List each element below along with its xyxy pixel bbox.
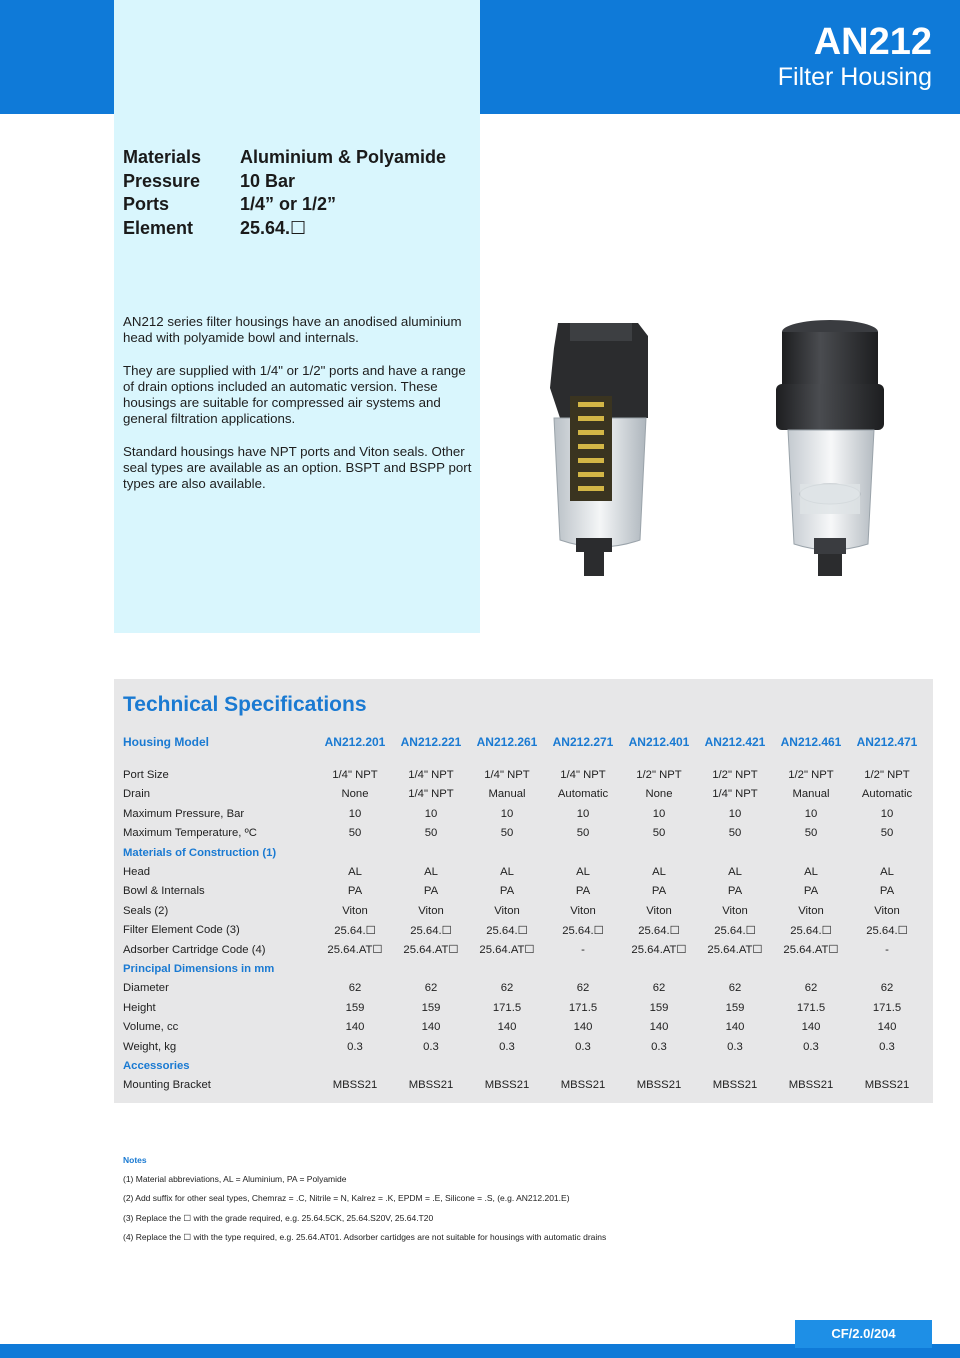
spec-row bbox=[123, 979, 925, 998]
spec-row bbox=[123, 804, 925, 823]
spec-cell: 171.5 bbox=[796, 1001, 826, 1014]
spec-cell: 25.64.AT☐ bbox=[707, 944, 763, 957]
spec-section-label: Principal Dimensions in mm bbox=[123, 962, 275, 975]
key-spec-row bbox=[123, 217, 446, 241]
spec-cell: 50 bbox=[804, 827, 818, 840]
spec-row bbox=[123, 765, 925, 784]
spec-row-label: Seals (2) bbox=[123, 904, 169, 917]
spec-cell: 10 bbox=[652, 807, 666, 820]
document-title bbox=[778, 22, 932, 92]
spec-row-label: Head bbox=[123, 866, 151, 879]
spec-row bbox=[123, 901, 925, 920]
spec-cell: 50 bbox=[348, 827, 362, 840]
spec-cell: 10 bbox=[348, 807, 362, 820]
spec-cell: Viton bbox=[570, 904, 596, 917]
spec-cell: 10 bbox=[728, 807, 742, 820]
spec-cell: 10 bbox=[880, 807, 894, 820]
key-spec-value: 10 Bar bbox=[240, 170, 296, 191]
key-specs bbox=[123, 146, 446, 240]
spec-cell: 171.5 bbox=[872, 1001, 902, 1014]
spec-cell: MBSS21 bbox=[636, 1079, 682, 1092]
spec-cell: 159 bbox=[725, 1001, 745, 1014]
spec-cell: MBSS21 bbox=[788, 1079, 834, 1092]
spec-cell: AL bbox=[348, 866, 362, 879]
spec-row bbox=[123, 824, 925, 843]
spec-cell: 50 bbox=[880, 827, 894, 840]
spec-cell: 25.64.☐ bbox=[714, 924, 756, 937]
spec-cell: 25.64.AT☐ bbox=[327, 944, 383, 957]
spec-row bbox=[123, 862, 925, 881]
spec-row-label: Maximum Temperature, ºC bbox=[123, 827, 257, 840]
model-column-header: AN212.261 bbox=[476, 734, 538, 749]
technical-specifications bbox=[114, 679, 933, 1103]
spec-cell: PA bbox=[499, 885, 515, 898]
key-spec-row bbox=[123, 193, 446, 217]
model-column-header: AN212.201 bbox=[324, 734, 386, 749]
spec-cell: 171.5 bbox=[492, 1001, 522, 1014]
spec-cell: MBSS21 bbox=[332, 1079, 378, 1092]
spec-table bbox=[123, 732, 925, 1095]
description-paragraph: AN212 series filter housings have an anodised aluminium head with polyamide bowl and internals. bbox=[123, 314, 462, 346]
spec-cell: 25.64.☐ bbox=[866, 924, 908, 937]
spec-cell: Viton bbox=[494, 904, 520, 917]
spec-cell: 62 bbox=[500, 982, 514, 995]
spec-cell: Viton bbox=[798, 904, 824, 917]
spec-cell: MBSS21 bbox=[560, 1079, 606, 1092]
spec-cell: 1/4" NPT bbox=[408, 769, 454, 782]
spec-cell: Viton bbox=[722, 904, 748, 917]
spec-row bbox=[123, 785, 925, 804]
key-spec-row bbox=[123, 146, 446, 170]
spec-row bbox=[123, 1017, 925, 1036]
spec-cell: AL bbox=[804, 866, 818, 879]
spec-section-label: Materials of Construction (1) bbox=[123, 846, 277, 859]
model-code: AN212 bbox=[813, 21, 932, 63]
spec-cell: 1/4" NPT bbox=[332, 769, 378, 782]
spec-cell: AL bbox=[576, 866, 590, 879]
notes-title: Notes bbox=[123, 1155, 147, 1165]
spec-cell: 1/2" NPT bbox=[788, 769, 834, 782]
note-line: (1) Material abbreviations, AL = Aluminium, PA = Polyamide bbox=[123, 1174, 347, 1184]
spec-cell: 0.3 bbox=[499, 1040, 515, 1053]
spec-cell: 0.3 bbox=[879, 1040, 895, 1053]
spec-cell: MBSS21 bbox=[864, 1079, 910, 1092]
spec-cell: 0.3 bbox=[651, 1040, 667, 1053]
spec-cell: 0.3 bbox=[803, 1040, 819, 1053]
key-spec-label: Pressure bbox=[123, 170, 201, 191]
spec-row bbox=[123, 940, 925, 959]
spec-cell: - bbox=[885, 943, 889, 956]
spec-cell: PA bbox=[423, 885, 439, 898]
spec-cell: 140 bbox=[877, 1021, 897, 1034]
spec-cell: 10 bbox=[576, 807, 590, 820]
spec-cell: 1/4" NPT bbox=[712, 788, 758, 801]
spec-cell: Viton bbox=[418, 904, 444, 917]
spec-cell: PA bbox=[575, 885, 591, 898]
product-name: Filter Housing bbox=[777, 63, 932, 91]
spec-cell: 50 bbox=[576, 827, 590, 840]
spec-cell: Viton bbox=[874, 904, 900, 917]
note-line: (4) Replace the ☐ with the type required, e.g. 25.64.AT01. Adsorber cartidges are not suitable for housings with automatic drains bbox=[123, 1232, 607, 1243]
model-column-header: AN212.221 bbox=[400, 734, 462, 749]
spec-cell: 10 bbox=[424, 807, 438, 820]
model-column-header: AN212.271 bbox=[552, 734, 614, 749]
spec-cell: 25.64.☐ bbox=[334, 924, 376, 937]
spec-row-label: Mounting Bracket bbox=[123, 1079, 211, 1092]
spec-cell: 25.64.☐ bbox=[638, 924, 680, 937]
key-spec-value: 1/4” or 1/2” bbox=[240, 194, 337, 214]
spec-cell: 25.64.☐ bbox=[486, 924, 528, 937]
spec-cell: 62 bbox=[348, 982, 362, 995]
spec-cell: AL bbox=[880, 866, 894, 879]
spec-cell: 0.3 bbox=[575, 1040, 591, 1053]
spec-row bbox=[123, 1037, 925, 1056]
spec-cell: 25.64.AT☐ bbox=[631, 944, 687, 957]
spec-cell: 25.64.☐ bbox=[562, 924, 604, 937]
spec-cell: MBSS21 bbox=[712, 1079, 758, 1092]
spec-cell: 0.3 bbox=[423, 1040, 439, 1053]
model-column-header: AN212.461 bbox=[780, 734, 842, 749]
spec-cell: - bbox=[581, 943, 585, 956]
key-spec-label: Ports bbox=[123, 194, 170, 214]
spec-cell: 62 bbox=[424, 982, 438, 995]
spec-cell: Automatic bbox=[861, 788, 913, 801]
spec-cell: None bbox=[645, 788, 673, 801]
spec-row-label: Port Size bbox=[123, 769, 169, 782]
spec-cell: 1/4" NPT bbox=[408, 788, 454, 801]
spec-row-label: Filter Element Code (3) bbox=[123, 924, 240, 937]
filter-housing-image bbox=[770, 318, 890, 594]
spec-cell: 140 bbox=[801, 1021, 821, 1034]
spec-cell: 159 bbox=[421, 1001, 441, 1014]
model-column-header: AN212.401 bbox=[628, 734, 690, 749]
spec-cell: 25.64.☐ bbox=[410, 924, 452, 937]
spec-cell: MBSS21 bbox=[408, 1079, 454, 1092]
spec-row-label: Height bbox=[123, 1001, 156, 1014]
spec-cell: PA bbox=[803, 885, 819, 898]
spec-cell: PA bbox=[651, 885, 667, 898]
spec-cell: 0.3 bbox=[727, 1040, 743, 1053]
cutaway-filter-image bbox=[540, 318, 660, 594]
spec-cell: 25.64.AT☐ bbox=[403, 944, 459, 957]
model-column-header: AN212.471 bbox=[856, 734, 918, 749]
spec-cell: 62 bbox=[652, 982, 666, 995]
spec-cell: 1/4" NPT bbox=[560, 769, 606, 782]
spec-cell: AL bbox=[424, 866, 438, 879]
spec-cell: 25.64.AT☐ bbox=[479, 944, 535, 957]
spec-cell: 1/2" NPT bbox=[712, 769, 758, 782]
spec-cell: 62 bbox=[728, 982, 742, 995]
spec-cell: 140 bbox=[649, 1021, 669, 1034]
spec-row-label: Maximum Pressure, Bar bbox=[123, 807, 245, 820]
spec-header-row bbox=[123, 732, 925, 751]
spec-row bbox=[123, 921, 925, 940]
spec-cell: PA bbox=[879, 885, 895, 898]
spec-cell: Viton bbox=[646, 904, 672, 917]
spec-cell: MBSS21 bbox=[484, 1079, 530, 1092]
product-description bbox=[123, 314, 475, 509]
spec-cell: AL bbox=[652, 866, 666, 879]
spec-cell: 140 bbox=[345, 1021, 365, 1034]
note-line: (2) Add suffix for other seal types, Chemraz = .C, Nitrile = N, Kalrez = .K, EPDM = .E, Silicone = .S, (e.g. AN212.201.E) bbox=[123, 1193, 570, 1204]
spec-cell: AL bbox=[728, 866, 742, 879]
spec-row bbox=[123, 882, 925, 901]
description-paragraph: They are supplied with 1/4" or 1/2" ports and have a range of drain options included an automatic version. These housings are suitable for compressed air systems and general filtration applications. bbox=[123, 362, 466, 427]
spec-cell: 1/2" NPT bbox=[864, 769, 910, 782]
spec-cell: 50 bbox=[500, 827, 514, 840]
key-spec-value: Aluminium & Polyamide bbox=[240, 147, 447, 167]
spec-row-label: Adsorber Cartridge Code (4) bbox=[123, 943, 266, 956]
spec-row-label: Weight, kg bbox=[123, 1040, 177, 1053]
spec-cell: 159 bbox=[345, 1001, 365, 1014]
key-spec-label: Element bbox=[123, 217, 194, 238]
spacer-row bbox=[123, 751, 925, 765]
spec-row-label: Bowl & Internals bbox=[123, 885, 205, 898]
spec-cell: 62 bbox=[576, 982, 590, 995]
spec-cell: 140 bbox=[421, 1021, 441, 1034]
key-spec-label: Materials bbox=[123, 147, 202, 167]
key-spec-value: 25.64.☐ bbox=[240, 217, 307, 238]
spec-section-row bbox=[123, 959, 925, 978]
housing-model-label: Housing Model bbox=[123, 734, 209, 749]
spec-cell: Viton bbox=[342, 904, 368, 917]
spec-cell: 25.64.☐ bbox=[790, 924, 832, 937]
model-column-header: AN212.421 bbox=[704, 734, 766, 749]
spec-cell: 159 bbox=[649, 1001, 669, 1014]
spec-section-row bbox=[123, 1056, 925, 1075]
spec-cell: 62 bbox=[880, 982, 894, 995]
spec-section-row bbox=[123, 843, 925, 862]
spec-cell: 171.5 bbox=[568, 1001, 598, 1014]
spec-cell: Manual bbox=[488, 788, 526, 801]
spec-section-label: Accessories bbox=[123, 1059, 190, 1072]
spec-cell: Automatic bbox=[557, 788, 609, 801]
spec-row-label: Drain bbox=[123, 788, 150, 801]
spec-cell: PA bbox=[347, 885, 363, 898]
spec-cell: 10 bbox=[804, 807, 818, 820]
spec-cell: None bbox=[341, 788, 369, 801]
spec-cell: 140 bbox=[573, 1021, 593, 1034]
spec-cell: 50 bbox=[652, 827, 666, 840]
spec-cell: 140 bbox=[497, 1021, 517, 1034]
spec-cell: 50 bbox=[424, 827, 438, 840]
spec-title: Technical Specifications bbox=[123, 693, 367, 716]
spec-row-label: Diameter bbox=[123, 982, 169, 995]
spec-cell: AL bbox=[500, 866, 514, 879]
note-line: (3) Replace the ☐ with the grade required, e.g. 25.64.5CK, 25.64.S20V, 25.64.T20 bbox=[123, 1212, 434, 1223]
spec-cell: 1/4" NPT bbox=[484, 769, 530, 782]
spec-cell: 50 bbox=[728, 827, 742, 840]
spec-row-label: Volume, cc bbox=[123, 1021, 179, 1034]
spec-cell: 1/2" NPT bbox=[636, 769, 682, 782]
document-reference: CF/2.0/204 bbox=[795, 1320, 932, 1348]
description-paragraph: Standard housings have NPT ports and Viton seals. Other seal types are available as an option. BSPT and BSPP port types are also available. bbox=[123, 443, 472, 492]
notes bbox=[123, 1155, 606, 1251]
spec-cell: Manual bbox=[792, 788, 830, 801]
spec-row bbox=[123, 1076, 925, 1095]
spec-cell: 62 bbox=[804, 982, 818, 995]
spec-cell: 25.64.AT☐ bbox=[783, 944, 839, 957]
spec-cell: 140 bbox=[725, 1021, 745, 1034]
spec-row bbox=[123, 998, 925, 1017]
spec-cell: 0.3 bbox=[347, 1040, 363, 1053]
spec-cell: PA bbox=[727, 885, 743, 898]
key-spec-row bbox=[123, 170, 446, 194]
spec-cell: 10 bbox=[500, 807, 514, 820]
